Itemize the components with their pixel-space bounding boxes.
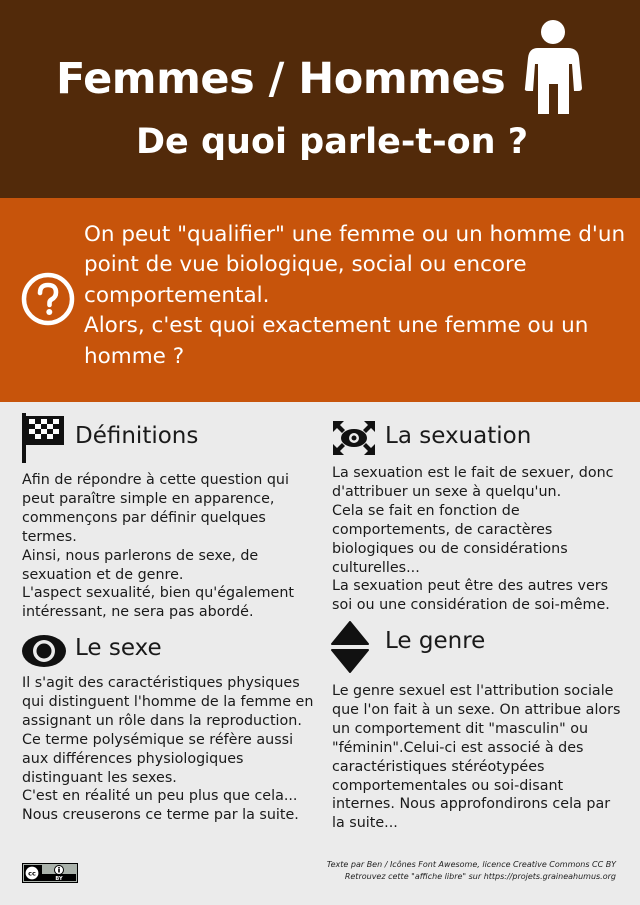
sexuation-line: La sexuation peut être des autres vers xyxy=(332,578,609,595)
definitions-line: commençons par définir quelques xyxy=(22,509,266,526)
definitions-line: termes. xyxy=(22,528,77,545)
section-title-definitions: Définitions xyxy=(75,423,199,449)
cc-by-badge xyxy=(22,863,78,883)
sexe-line: Ce terme polysémique se réfère aussi xyxy=(22,731,294,748)
genre-line: un comportement dit "masculin" ou xyxy=(332,720,589,737)
definitions-line: sexuation et de genre. xyxy=(22,566,184,583)
intro-text: On peut "qualifier" une femme ou un homme d'un point de vue biologique, social ou encore comportemental. Alors, c'est quoi exactement une femme ou un homme ? xyxy=(84,222,626,369)
definitions-line: peut paraître simple en apparence, xyxy=(22,490,275,507)
page-title: Femmes / Hommes xyxy=(56,54,506,104)
genre-line: internes. Nous approfondirons cela par xyxy=(332,796,611,813)
section-body-definitions xyxy=(22,471,294,622)
svg-text:BY: BY xyxy=(55,876,63,882)
section-title-sexuation: La sexuation xyxy=(385,423,532,449)
section-body-genre xyxy=(332,682,621,833)
section-body-sexe xyxy=(22,674,313,825)
section-title-sexe: Le sexe xyxy=(75,635,162,661)
credit-line: Texte par Ben / Icônes Font Awesome, licence Creative Commons CC BY xyxy=(326,860,616,869)
credit-line: Retrouvez cette "affiche libre" sur https://projets.graineahumus.org xyxy=(344,872,616,881)
checkered-flag-icon xyxy=(22,413,66,463)
sexe-line: aux différences physiologiques xyxy=(22,750,244,767)
credits xyxy=(327,859,616,883)
page-subtitle: De quoi parle-t-on ? xyxy=(136,122,529,162)
definitions-line: L'aspect sexualité, bien qu'également xyxy=(22,585,295,602)
section-title-genre: Le genre xyxy=(385,628,486,654)
sexuation-line: Cela se fait en fonction de xyxy=(332,502,520,519)
definitions-line: intéressant, ne sera pas abordé. xyxy=(22,604,254,621)
sort-arrows-icon xyxy=(331,621,369,673)
sexe-line: qui distinguent l'homme de la femme en xyxy=(22,693,314,710)
eye-arrows-icon xyxy=(332,420,376,456)
definitions-line: Ainsi, nous parlerons de sexe, de xyxy=(22,547,259,564)
genre-line: que l'on fait à un sexe. On attribue alors xyxy=(332,701,621,718)
definitions-line: Afin de répondre à cette question qui xyxy=(22,472,289,488)
sexuation-line: La sexuation est le fait de sexuer, donc xyxy=(332,465,614,481)
sexe-line: distinguant les sexes. xyxy=(22,769,177,786)
header-banner xyxy=(0,0,640,198)
genre-line: "féminin".Celui-ci est associé à des xyxy=(332,739,584,756)
intro-band xyxy=(0,198,640,402)
genre-line: comportementales ou soi-disant xyxy=(332,777,564,794)
genre-line: caractéristiques stéréotypées xyxy=(332,758,545,775)
sexuation-line: d'attribuer un sexe à quelqu'un. xyxy=(332,483,562,500)
sexuation-line: comportements, de caractères xyxy=(332,521,553,538)
sexe-line: Nous creuserons ce terme par la suite. xyxy=(22,807,299,824)
eye-icon xyxy=(21,634,67,668)
genre-line: Le genre sexuel est l'attribution sociale xyxy=(332,683,614,699)
genre-line: la suite... xyxy=(332,815,398,832)
svg-text:cc: cc xyxy=(28,869,36,878)
question-circle-icon xyxy=(21,272,75,326)
sexe-line: assignant un rôle dans la reproduction. xyxy=(22,712,302,729)
sexe-line: Il s'agit des caractéristiques physiques xyxy=(22,675,300,691)
sexe-line: C'est en réalité un peu plus que cela... xyxy=(22,788,298,805)
sexuation-line: biologiques ou de considérations xyxy=(332,540,568,557)
sexuation-line: culturelles... xyxy=(332,559,420,576)
sexuation-line: soi ou une considération de soi-même. xyxy=(332,597,610,614)
person-icon xyxy=(522,18,584,116)
section-body-sexuation xyxy=(332,464,614,615)
